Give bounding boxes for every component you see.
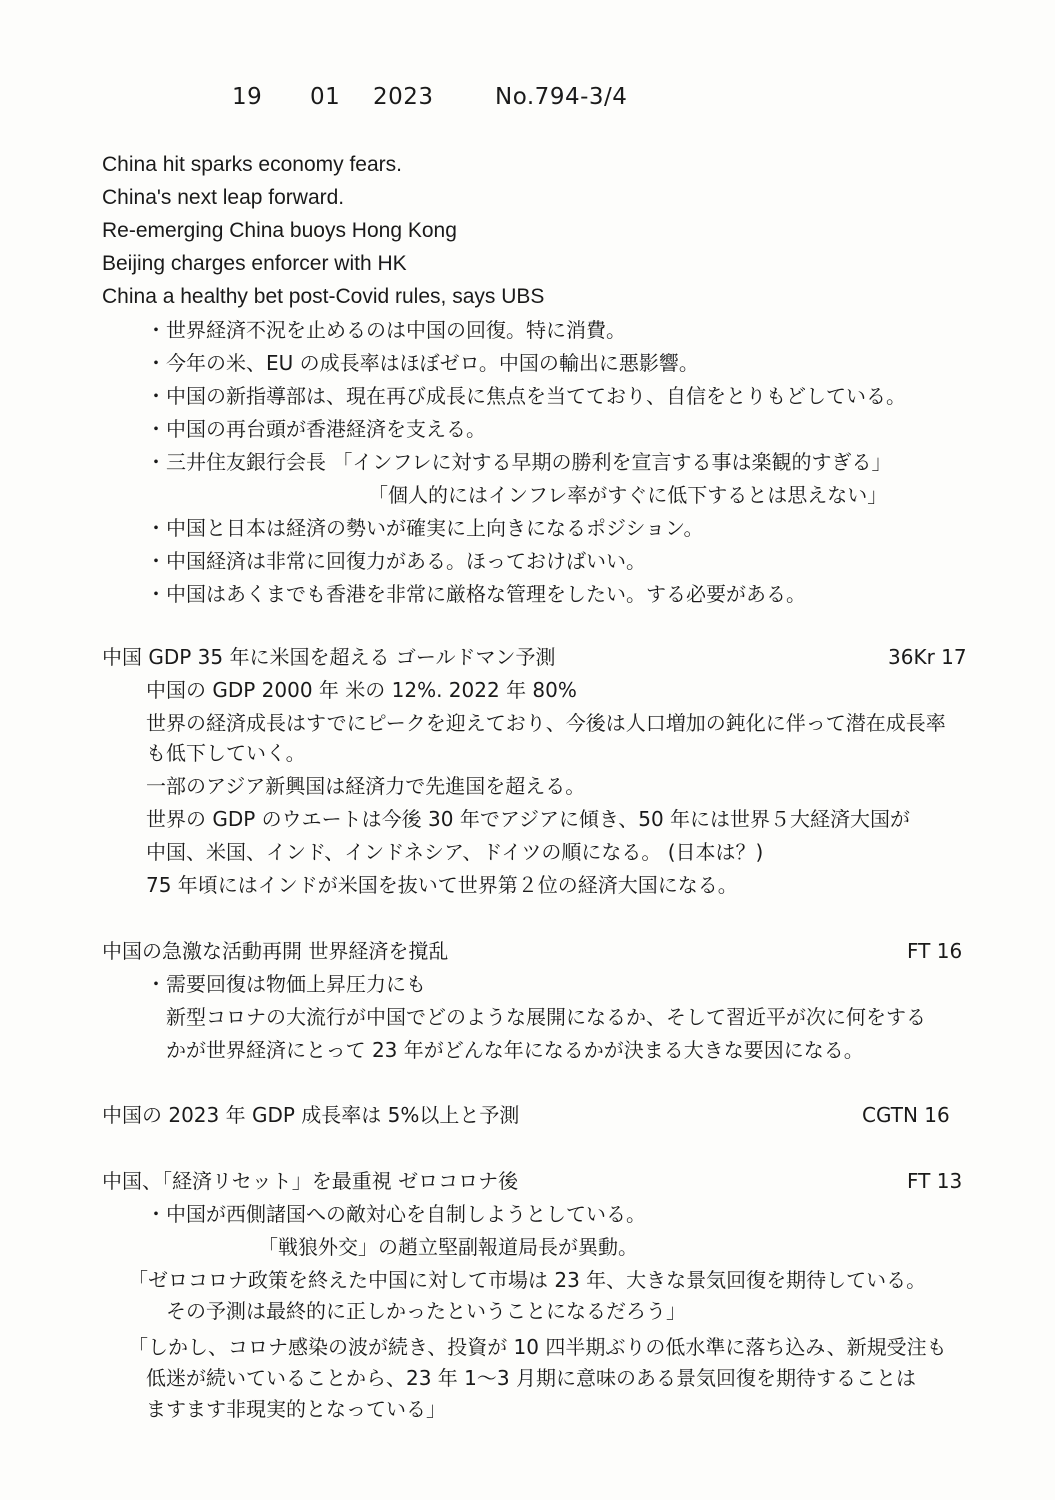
summary-bullet: ・世界経済不況を止めるのは中国の回復。特に消費。	[146, 318, 626, 342]
section-line: 一部のアジア新興国は経済力で先進国を超える。	[146, 774, 586, 798]
section-line: 中国、米国、インド、インドネシア、ドイツの順になる。 (日本は？)	[146, 840, 764, 864]
summary-bullet: ・中国の新指導部は、現在再び成長に焦点を当てており、自信をとりもどしている。	[146, 384, 906, 408]
summary-bullet: ・中国経済は非常に回復力がある。ほっておけばいい。	[146, 549, 646, 573]
section-line: 新型コロナの大流行が中国でどのような展開になるか、そして習近平が次に何をする	[166, 1005, 926, 1029]
section-line: 世界の GDP のウエートは今後 30 年でアジアに傾き、50 年には世界５大経済大国が	[146, 807, 911, 831]
section-title: 中国の急激な活動再開 世界経済を撹乱	[102, 939, 449, 963]
headline: Re-emerging China buoys Hong Kong	[102, 219, 457, 242]
section-source: 36Kr 17	[888, 645, 967, 669]
section-line: 「しかし、コロナ感染の波が続き、投資が 10 四半期ぶりの低水準に落ち込み、新規受注も	[128, 1335, 947, 1359]
header-number: No.794-3/4	[495, 84, 628, 110]
section-line: 中国の GDP 2000 年 米の 12%. 2022 年 80%	[146, 678, 577, 702]
section-line: ・需要回復は物価上昇圧力にも	[146, 972, 426, 996]
section-line: ますます非現実的となっている」	[146, 1397, 446, 1421]
section-source: FT 16	[907, 939, 963, 963]
section-line: その予測は最終的に正しかったということになるだろう」	[166, 1299, 686, 1323]
summary-bullet: ・今年の米、EU の成長率はほぼゼロ。中国の輸出に悪影響。	[146, 351, 699, 375]
header-day: 19	[232, 84, 263, 110]
section-line: 「ゼロコロナ政策を終えた中国に対して市場は 23 年、大きな景気回復を期待している。	[128, 1268, 927, 1292]
headline: Beijing charges enforcer with HK	[102, 252, 407, 275]
headline: China hit sparks economy fears.	[102, 153, 402, 176]
summary-bullet: ・中国と日本は経済の勢いが確実に上向きになるポジション。	[146, 516, 704, 540]
section-line: ・中国が西側諸国への敵対心を自制しようとしている。	[146, 1202, 646, 1226]
section-source: FT 13	[907, 1169, 963, 1193]
summary-bullet: ・三井住友銀行会長 「インフレに対する早期の勝利を宣言する事は楽観的すぎる」	[146, 450, 892, 474]
section-title: 中国の 2023 年 GDP 成長率は 5%以上と予測	[102, 1103, 520, 1127]
header-year: 2023	[373, 84, 434, 110]
summary-quote: 「個人的にはインフレ率がすぐに低下するとは思えない」	[368, 483, 888, 507]
header-month: 01	[310, 84, 341, 110]
section-title: 中国 GDP 35 年に米国を超える ゴールドマン予測	[102, 645, 556, 669]
section-line: 世界の経済成長はすでにピークを迎えており、今後は人口増加の鈍化に伴って潜在成長率	[146, 711, 946, 735]
summary-bullet: ・中国の再台頭が香港経済を支える。	[146, 417, 486, 441]
section-source: CGTN 16	[862, 1103, 950, 1127]
section-line: 75 年頃にはインドが米国を抜いて世界第２位の経済大国になる。	[146, 873, 738, 897]
headline: China's next leap forward.	[102, 186, 345, 209]
summary-bullet: ・中国はあくまでも香港を非常に厳格な管理をしたい。する必要がある。	[146, 582, 806, 606]
section-title: 中国、「経済リセット」を最重視 ゼロコロナ後	[102, 1169, 519, 1193]
section-line: も低下していく。	[146, 741, 306, 765]
section-line: かが世界経済にとって 23 年がどんな年になるかが決まる大きな要因になる。	[166, 1038, 864, 1062]
section-line: 低迷が続いていることから、23 年 1〜3 月期に意味のある景気回復を期待することは	[146, 1366, 916, 1390]
headline: China a healthy bet post-Covid rules, says UBS	[102, 285, 545, 308]
section-line: 「戦狼外交」の趙立堅副報道局長が異動。	[258, 1235, 638, 1259]
